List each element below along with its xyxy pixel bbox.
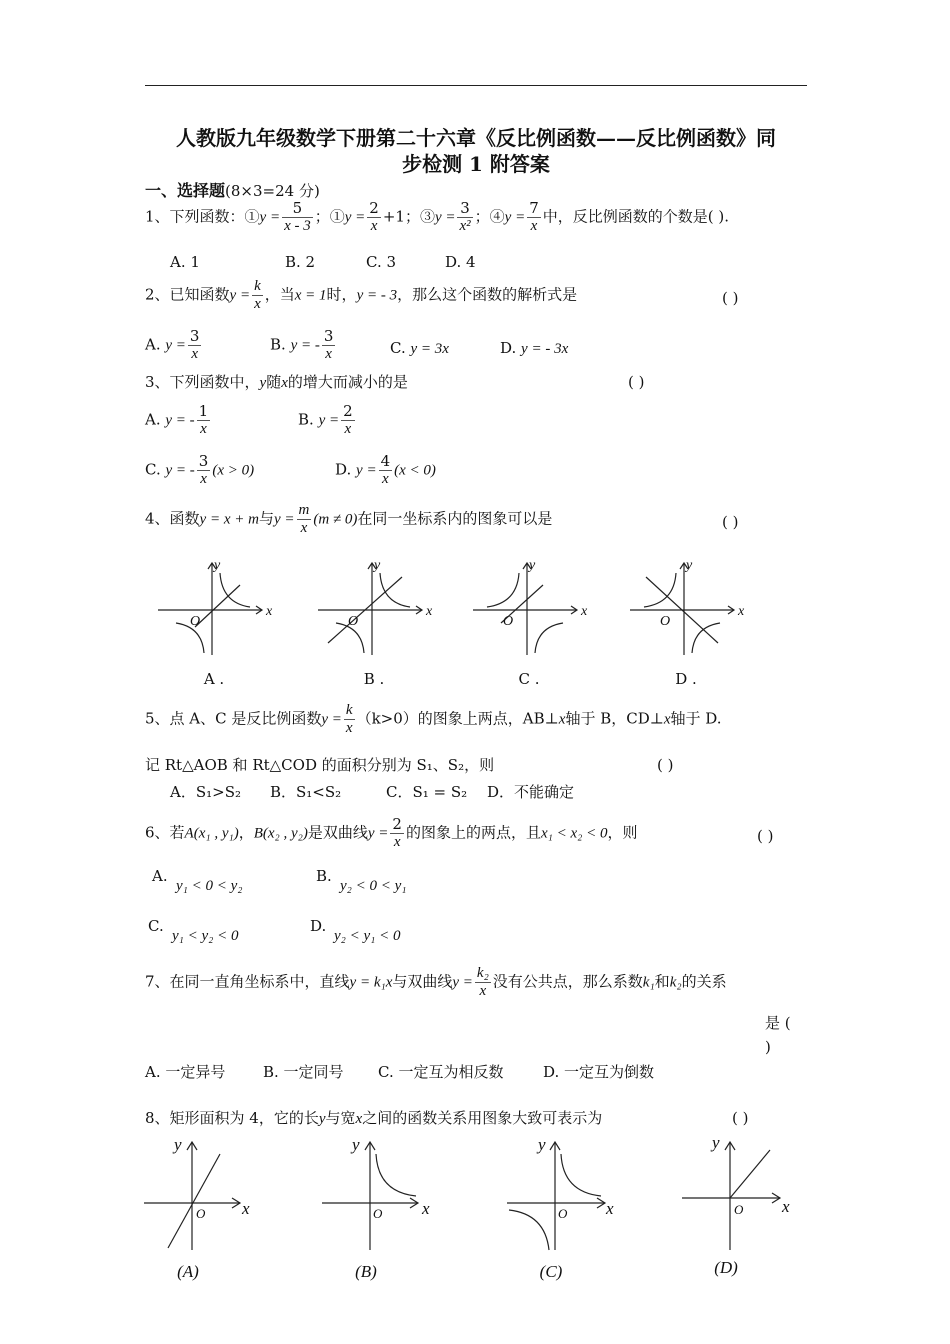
svg-text:O: O — [373, 1206, 383, 1221]
question-1: 1、下列函数：①y = $\frac{5}{x - 3}$ ；①y = $\frac{2}{x}$ +1；③y = $\frac{3}{\text{x²}}$ ；④y = $\frac{7}{x}$ 中，反比例函数的个数是( ). — [145, 199, 729, 234]
title-line-1: 人教版九年级数学下册第二十六章《反比例函数——反比例函数》同 — [176, 126, 776, 150]
q8-label-c: (C) — [539, 1262, 563, 1281]
q4-label-d: D . — [675, 670, 697, 688]
q1-option-d: D. 4 — [445, 253, 476, 271]
svg-text:O: O — [660, 614, 671, 629]
q1-y: y = — [259, 209, 281, 226]
q3-option-c: C. y = - $\frac{3}{x}$ (x > 0) — [145, 452, 255, 487]
q4a-origin: O — [190, 614, 201, 629]
svg-text:y: y — [374, 558, 381, 573]
question-8: 8、矩形面积为 4，它的长y与宽x之间的函数关系用图象大致可表示为 — [145, 1109, 603, 1127]
q8-graph-b — [322, 1142, 418, 1250]
q8a-origin: O — [196, 1206, 206, 1221]
q5-option-d: D．不能确定 — [487, 783, 575, 801]
q4a-x-label: x — [266, 604, 273, 619]
q3-option-b: B. y = $\frac{2}{x}$ — [298, 402, 353, 437]
q8-label-d: (D) — [714, 1258, 738, 1277]
q3-paren: ( ) — [628, 373, 645, 391]
q1-option-a: A. 1 — [170, 253, 200, 271]
q6-option-a-label: A. — [152, 867, 168, 885]
q8-label-b: (B) — [355, 1262, 377, 1281]
q7-tail-1: 是 ( — [765, 1014, 791, 1032]
q1-sep1: ；① — [314, 207, 345, 226]
q8-graphs — [140, 1130, 800, 1260]
q2-option-a: A. y = $\frac{3}{x}$ — [145, 327, 200, 362]
question-5: 5、点 A、C 是反比例函数y = $\frac{k}{x}$ （k>0）的图象上两点，AB⊥x轴于 B，CD⊥x轴于 D. — [145, 702, 722, 736]
svg-text:O: O — [734, 1202, 744, 1217]
question-4: 4、函数y = x + m与y = $\frac{m}{x}$ (m ≠ 0)在同一坐标系内的图象可以是 — [145, 502, 553, 536]
q1-fraction-2: $\frac{2}{x}$ — [369, 199, 379, 234]
q2-option-b: B. y = - $\frac{3}{x}$ — [270, 327, 334, 362]
q4-graphs — [150, 555, 760, 665]
q3-option-d: D. y = $\frac{4}{x}$ (x < 0) — [335, 452, 436, 487]
question-7: 7、在同一直角坐标系中，直线y = k₁x与双曲线y = $\frac{\text{k₂}}{x}$ 没有公共点，那么系数k₁和k₂的关系 — [145, 965, 727, 999]
svg-text:x: x — [782, 1197, 790, 1216]
q1-suffix: 中，反比例函数的个数是( ). — [542, 207, 729, 226]
svg-text:y: y — [712, 1133, 720, 1152]
svg-text:x: x — [606, 1199, 614, 1218]
q5-option-c: C．S₁ = S₂ — [386, 783, 468, 801]
q8-paren: ( ) — [732, 1109, 749, 1127]
q7-option-a: A. 一定异号 — [145, 1063, 226, 1081]
q7-option-d: D. 一定互为倒数 — [543, 1063, 655, 1081]
q8-graph-a — [144, 1142, 240, 1250]
q4-graph-a — [158, 563, 262, 655]
q4-label-c: C . — [518, 670, 540, 688]
section-heading-label: 一、选择题 — [145, 181, 226, 200]
q5-line-2: 记 Rt△AOB 和 Rt△COD 的面积分别为 S₁、S₂，则 — [145, 756, 495, 774]
q5-option-a: A．S₁>S₂ — [170, 783, 241, 801]
svg-text:y: y — [538, 1135, 546, 1154]
q8a-y-label: y — [174, 1135, 182, 1154]
svg-text:y: y — [686, 558, 693, 573]
svg-text:x: x — [738, 604, 745, 619]
q8a-x-label: x — [242, 1199, 250, 1218]
q6-option-c-label: C. — [148, 917, 164, 935]
q7-option-c: C. 一定互为相反数 — [378, 1063, 504, 1081]
q8-graph-d — [682, 1142, 780, 1250]
q1-option-c: C. 3 — [366, 253, 397, 271]
svg-text:O: O — [348, 614, 359, 629]
q8-label-a: (A) — [177, 1262, 199, 1281]
q1-sep3: ；④ — [474, 207, 505, 226]
q4-graph-b — [318, 563, 422, 655]
q6-option-c: y₁ < y₂ < 0 — [172, 928, 239, 944]
q5-option-b: B．S₁<S₂ — [270, 783, 342, 801]
q3-option-a: A. y = - $\frac{1}{x}$ — [145, 402, 209, 437]
q6-option-a: y₁ < 0 < y₂ — [176, 878, 243, 894]
svg-text:y: y — [529, 558, 536, 573]
q2-paren: ( ) — [722, 289, 739, 307]
q4-graph-d — [630, 563, 734, 655]
q1-fraction-1: $\frac{5}{x - 3}$ — [284, 199, 311, 234]
title-line-2: 步检测 1 附答案 — [402, 152, 550, 176]
svg-text:x: x — [426, 604, 433, 619]
q1-fraction-3: $\frac{3}{\text{x²}}$ — [459, 199, 471, 234]
q4-label-b: B . — [363, 670, 385, 688]
q6-option-b-label: B. — [316, 867, 332, 885]
q6-option-b: y₂ < 0 < y₁ — [340, 878, 407, 894]
question-6: 6、若A(x₁ , y₁)，B(x₂ , y₂)是双曲线y = $\frac{2}{x}$ 的图象上的两点，且x₁ < x₂ < 0，则 — [145, 815, 638, 850]
q5-paren: ( ) — [657, 756, 674, 774]
q6-option-d-label: D. — [310, 917, 327, 935]
question-2: 2、已知函数y = $\frac{k}{x}$ ，当x = 1时，y = - 3，那么这个函数的解析式是 — [145, 278, 578, 312]
q2-option-c: C. y = 3x — [390, 339, 449, 357]
q8-graph-c — [507, 1142, 605, 1250]
header-rule — [145, 85, 807, 86]
svg-text:O: O — [558, 1206, 568, 1221]
q2-option-d: D. y = - 3x — [500, 339, 569, 357]
q2-fraction: $\frac{k}{x}$ — [254, 278, 261, 312]
svg-text:y: y — [352, 1135, 360, 1154]
q4-graph-c — [473, 563, 577, 655]
q1-prefix: 1、下列函数：① — [145, 207, 260, 226]
q6-paren: ( ) — [757, 827, 774, 845]
section-heading — [145, 178, 320, 201]
question-3: 3、下列函数中，y随x的增大而减小的是 — [145, 373, 408, 391]
svg-text:x: x — [422, 1199, 430, 1218]
q1-plus1: +1；③ — [382, 207, 435, 226]
q6-option-d: y₂ < y₁ < 0 — [334, 928, 401, 944]
svg-text:O: O — [503, 614, 514, 629]
q7-option-b: B. 一定同号 — [263, 1063, 344, 1081]
q4-label-a: A . — [203, 670, 225, 688]
section-score: (8×3=24 分) — [225, 182, 320, 200]
svg-text:x: x — [581, 604, 588, 619]
q1-option-b: B. 2 — [285, 253, 316, 271]
q1-fraction-4: $\frac{7}{x}$ — [529, 199, 539, 234]
q7-tail-2: ) — [765, 1038, 771, 1056]
q4a-y-label: y — [214, 558, 221, 573]
page-title — [145, 125, 807, 177]
q4-paren: ( ) — [722, 513, 739, 531]
